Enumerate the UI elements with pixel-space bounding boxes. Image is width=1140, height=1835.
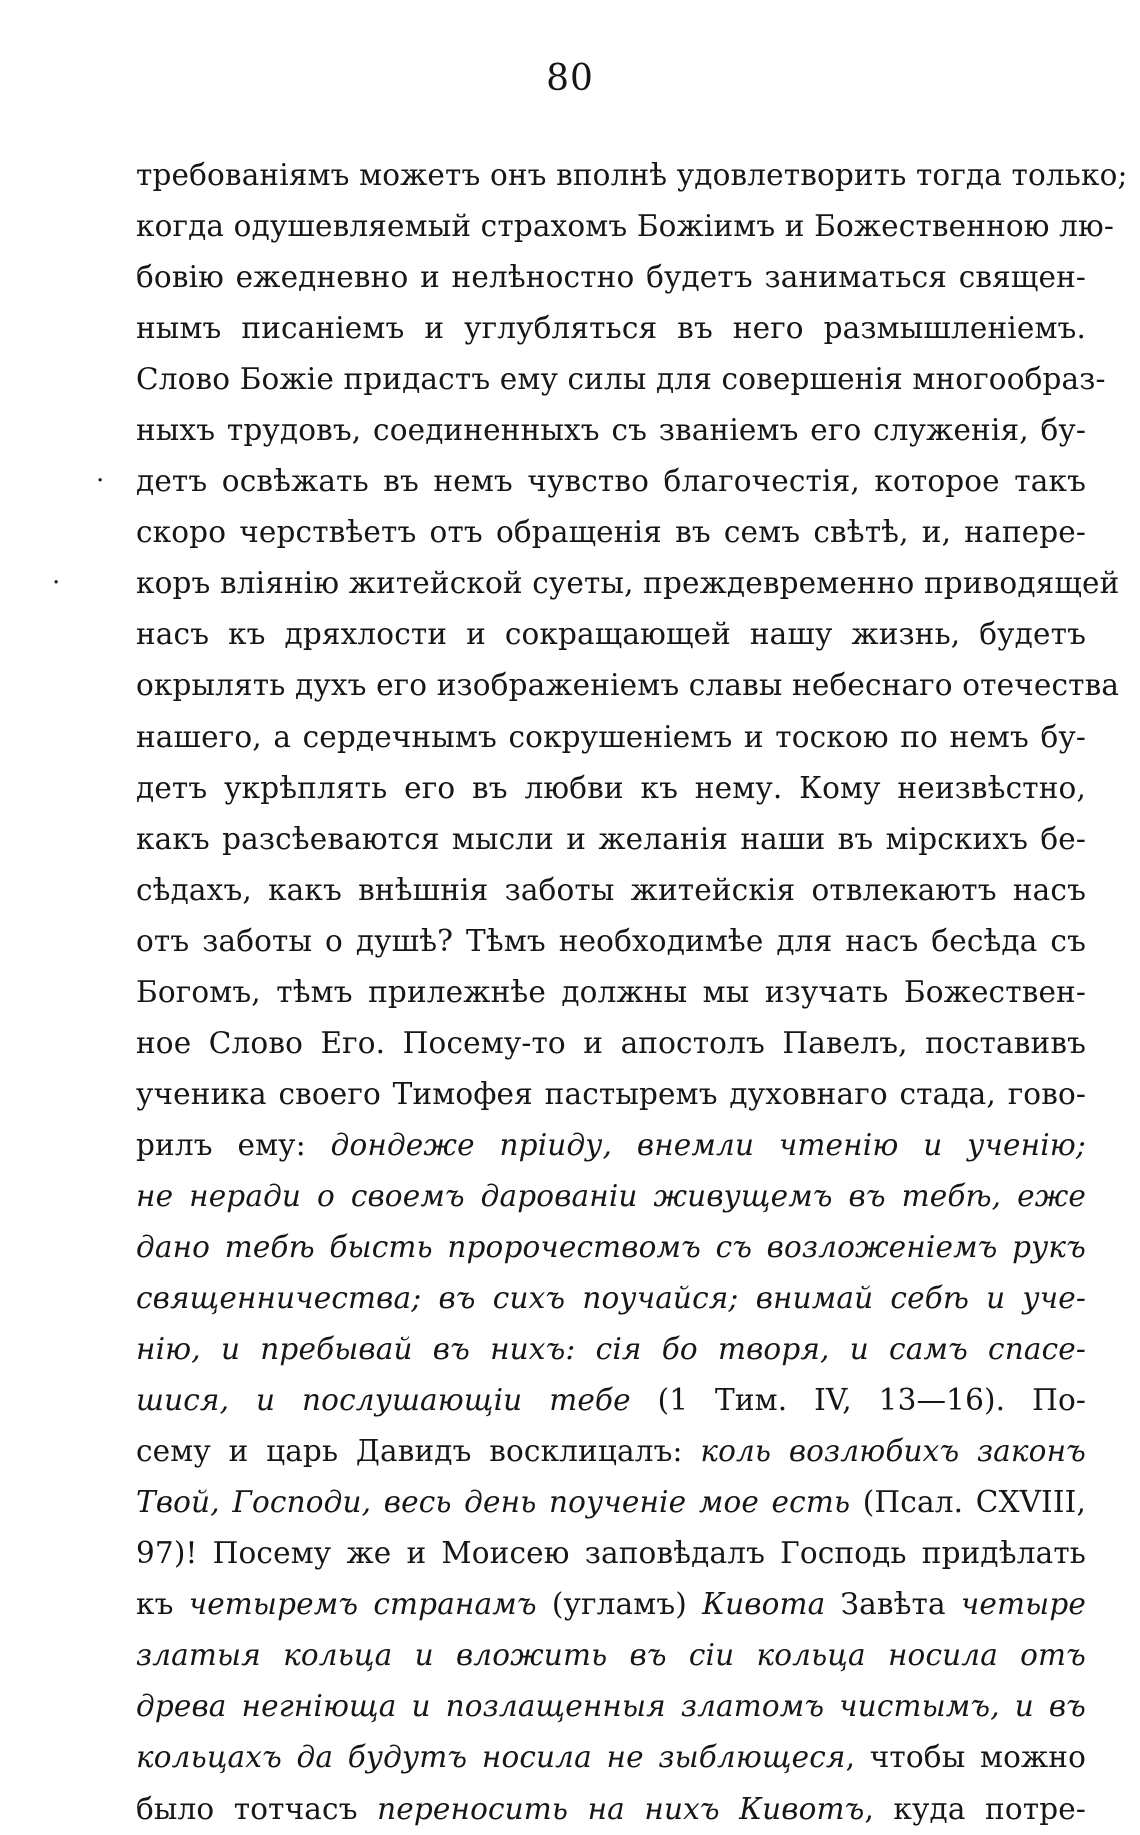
text-segment: когда одушевляемый страхомъ Божіимъ и Божественною лю-: [136, 209, 1115, 244]
text-segment: нашего, а сердечнымъ сокрушеніемъ и тоскою по немъ бу-: [136, 719, 1086, 754]
italic-segment: переносить на нихъ Кивотъ: [377, 1791, 865, 1826]
text-segment: 97)! Посему же и Моисею заповѣдалъ Господь придѣлать: [136, 1536, 1086, 1571]
italic-segment: кольцахъ да будутъ носила не зыблющеся: [136, 1740, 846, 1775]
text-line: [136, 1069, 1086, 1120]
text-segment: детъ освѣжать въ немъ чувство благочестія, которое такъ: [136, 464, 1086, 499]
text-line: [136, 507, 1086, 558]
italic-segment: четыре: [960, 1587, 1086, 1622]
italic-segment: дано тебѣ бысть пророчествомъ съ возложеніемъ рукъ: [136, 1229, 1086, 1264]
italic-segment: не неради о своемъ дарованіи живущемъ въ тебѣ, еже: [136, 1178, 1086, 1213]
text-segment: Богомъ, тѣмъ прилежнѣе должны мы изучать Божествен-: [136, 974, 1086, 1009]
text-segment: , куда потре-: [864, 1791, 1086, 1826]
text-line: [136, 1579, 1086, 1630]
text-line: [136, 916, 1086, 967]
text-line: [136, 456, 1086, 507]
text-segment: бовію ежедневно и нелѣностно будетъ заниматься священ-: [136, 260, 1086, 295]
text-line: [136, 405, 1086, 456]
text-segment: Слово Божіе придастъ ему силы для совершенія многообраз-: [136, 362, 1106, 397]
italic-segment: златыя кольца и вложить въ сіи кольца носила отъ: [136, 1638, 1086, 1673]
text-line: [136, 1477, 1086, 1528]
text-segment: ное Слово Его. Посему-то и апостолъ Павелъ, поставивъ: [136, 1025, 1086, 1060]
text-segment: окрылять духъ его изображеніемъ славы небеснаго отечества: [136, 668, 1120, 703]
italic-segment: четыремъ странамъ: [188, 1587, 537, 1622]
text-line: [136, 354, 1106, 405]
text-segment: къ: [136, 1587, 189, 1622]
text-line: [136, 150, 1128, 201]
text-line: [136, 814, 1086, 865]
italic-segment: Кивота: [702, 1587, 826, 1622]
text-line: [136, 1681, 1086, 1732]
text-line: [136, 1732, 1086, 1783]
text-segment: ныхъ трудовъ, соединенныхъ съ званіемъ его служенія, бу-: [136, 413, 1086, 448]
text-line: [136, 252, 1086, 303]
text-line: [136, 1324, 1086, 1375]
margin-mark-point: .: [52, 560, 61, 590]
text-line: [136, 1273, 1086, 1324]
text-segment: было тотчасъ: [136, 1791, 378, 1826]
text-line: [136, 201, 1115, 252]
text-segment: коръ вліянію житейской суеты, преждевременно приводящей: [136, 566, 1120, 601]
text-segment: рилъ ему:: [136, 1127, 331, 1162]
page-number: 80: [546, 58, 594, 99]
text-segment: (угламъ): [536, 1587, 703, 1622]
text-line: [136, 1222, 1086, 1273]
text-line: [136, 967, 1086, 1018]
text-segment: отъ заботы о душѣ? Тѣмъ необходимѣе для насъ бесѣда съ: [136, 923, 1086, 958]
text-segment: скоро черствѣетъ отъ обращенія въ семъ свѣтѣ, и, напере-: [136, 515, 1086, 550]
text-line: [136, 1375, 1086, 1426]
text-line: [136, 609, 1086, 660]
italic-segment: коль возлюбихъ законъ: [700, 1434, 1086, 1469]
text-line: [136, 1018, 1086, 1069]
text-line: [136, 1528, 1086, 1579]
text-segment: сему и царь Давидъ восклицалъ:: [136, 1434, 701, 1469]
text-segment: требованіямъ можетъ онъ вполнѣ удовлетворить тогда только;: [136, 158, 1128, 192]
text-segment: насъ къ дряхлости и сокращающей нашу жизнь, будетъ: [136, 617, 1086, 652]
text-line: [136, 712, 1086, 763]
margin-mark-dot: ·: [96, 466, 105, 496]
italic-segment: дондеже пріиду, внемли чтенію и ученію;: [330, 1127, 1086, 1162]
text-segment: сѣдахъ, какъ внѣшнія заботы житейскія отвлекаютъ насъ: [136, 872, 1086, 907]
italic-segment: древа негніюща и позлащенныя златомъ чистымъ, и въ: [136, 1689, 1086, 1724]
text-segment: нымъ писаніемъ и углубляться въ него размышленіемъ.: [136, 311, 1086, 346]
text-segment: (Псал. CXVIII,: [850, 1485, 1086, 1520]
text-line: [136, 865, 1086, 916]
body-text: [136, 150, 1128, 1835]
text-line: [136, 1120, 1086, 1171]
text-segment: (1 Тим. IV, 13—16). По-: [630, 1383, 1086, 1418]
text-line: [136, 1426, 1086, 1477]
text-segment: детъ укрѣплять его въ любви къ нему. Кому неизвѣстно,: [136, 770, 1086, 805]
italic-segment: шися, и послушающіи тебе: [136, 1383, 631, 1418]
text-line: [136, 1630, 1086, 1681]
text-line: [136, 660, 1120, 711]
italic-segment: Твой, Господи, весь день поученіе мое есть: [136, 1485, 851, 1520]
text-line: [136, 763, 1086, 814]
text-line: [136, 303, 1086, 354]
text-segment: ученика своего Тимофея пастыремъ духовнаго стада, гово-: [136, 1076, 1086, 1111]
text-segment: , чтобы можно: [845, 1740, 1086, 1775]
italic-segment: священничества; въ сихъ поучайся; внимай себѣ и уче-: [136, 1281, 1086, 1316]
text-line: [136, 558, 1120, 609]
text-line: [136, 1171, 1086, 1222]
text-segment: какъ разсѣеваются мысли и желанія наши въ мірскихъ бе-: [136, 821, 1086, 856]
italic-segment: нію, и пребывай въ нихъ: сія бо творя, и самъ спасе-: [136, 1332, 1086, 1367]
text-segment: Завѣта: [825, 1587, 961, 1622]
